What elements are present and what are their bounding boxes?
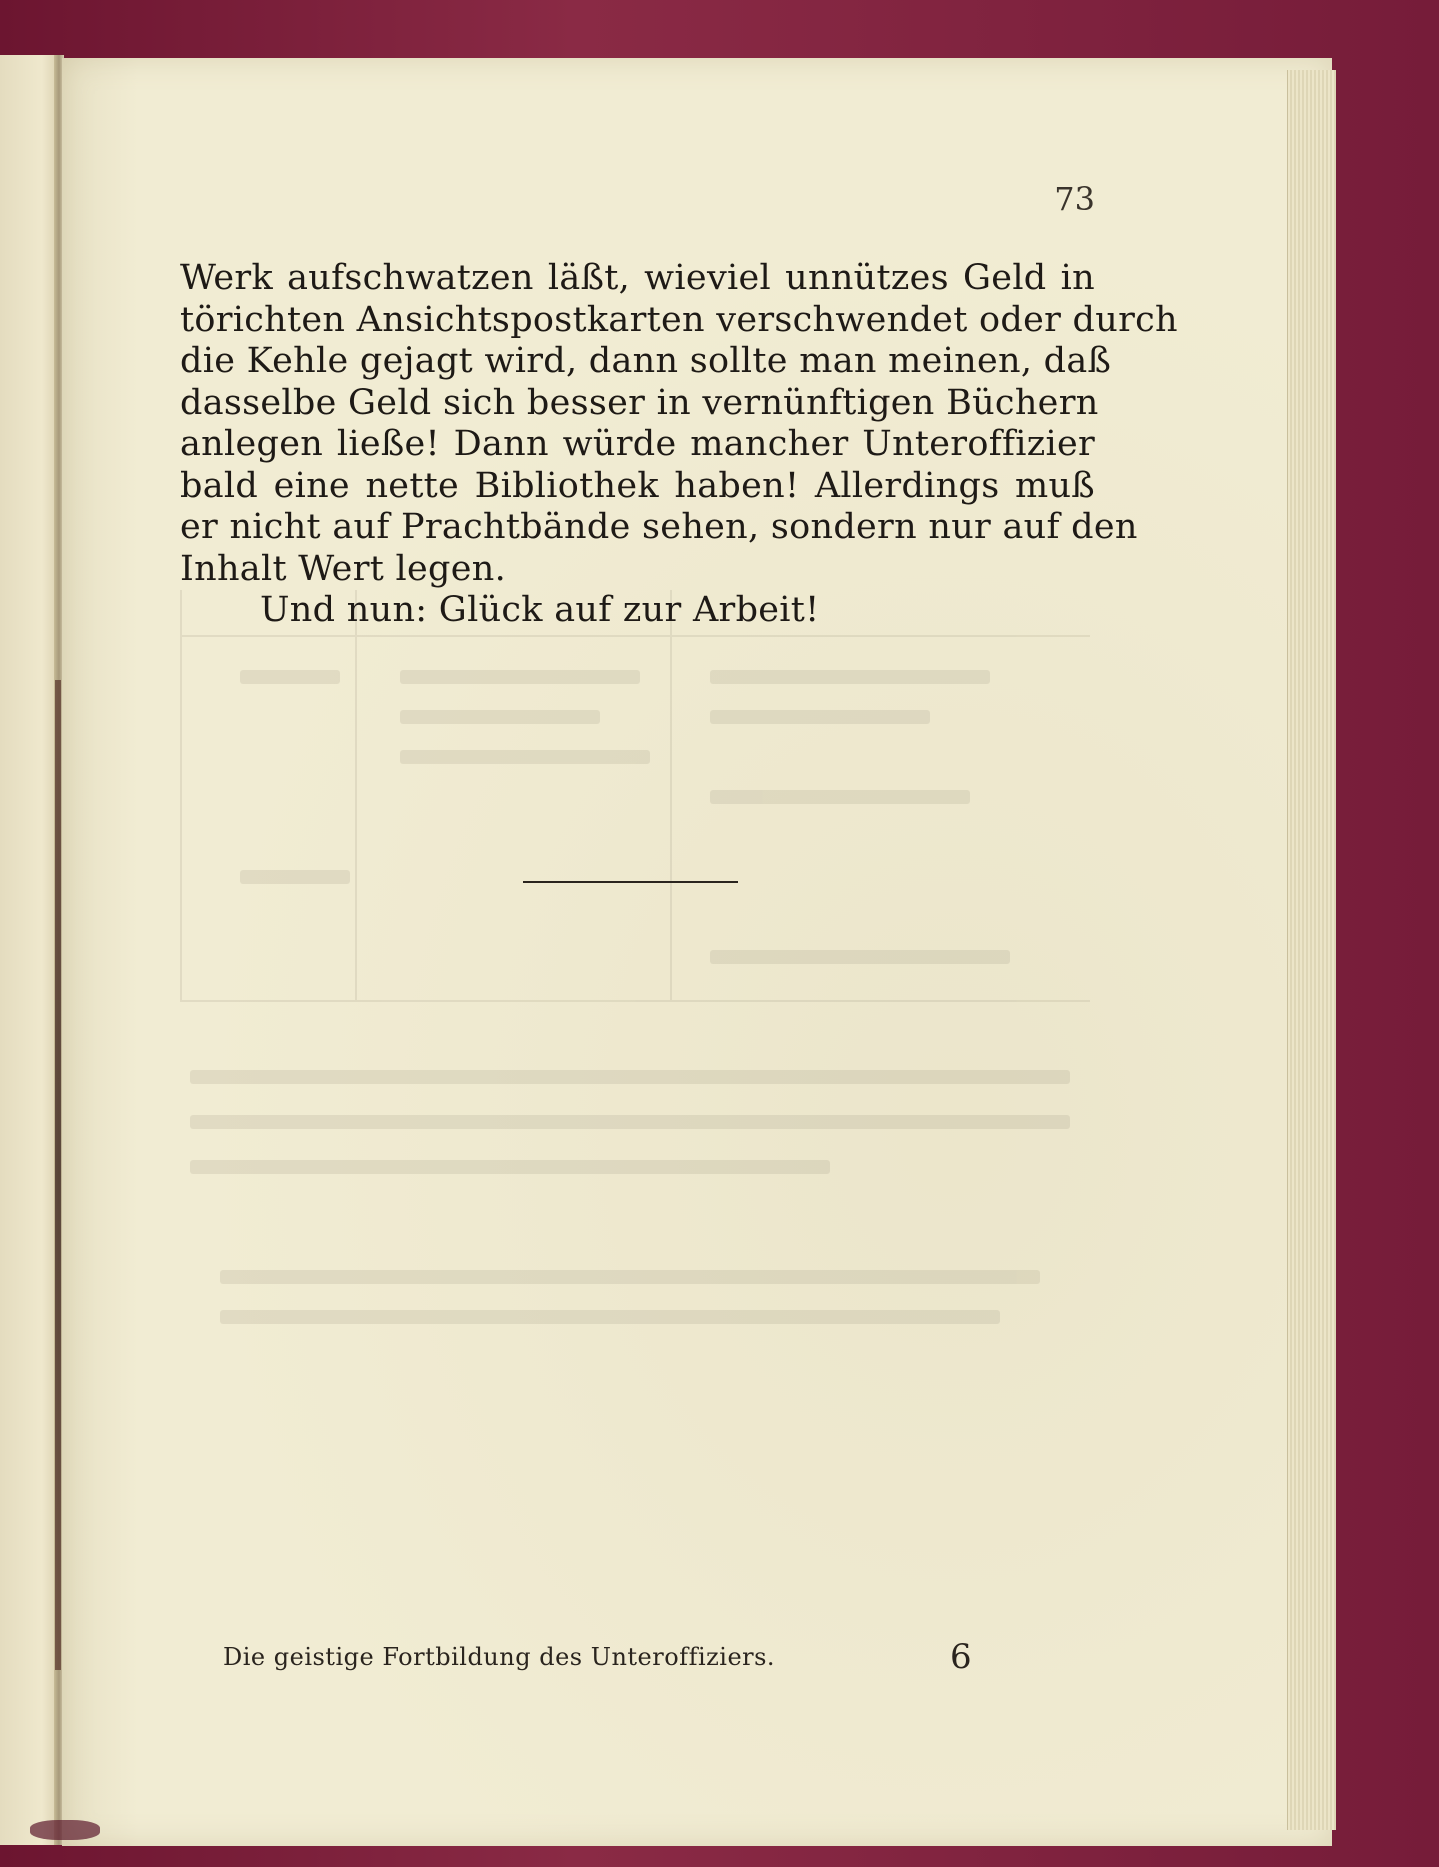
text-line: Inhalt Wert legen. [180, 548, 507, 589]
cover-corner [30, 1820, 100, 1840]
text-line: anlegen ließe! Dann würde mancher Unteroffizier [180, 424, 1095, 464]
bleed-through-reverse-page [180, 590, 1090, 1490]
text-line: dasselbe Geld sich besser in vernünftigen Büchern [180, 382, 1099, 423]
text-line: die Kehle gejagt wird, dann sollte man meinen, daß [180, 341, 1112, 381]
signature-mark: 6 [950, 1637, 972, 1677]
page-number: 73 [1054, 180, 1095, 218]
footer-book-title: Die geistige Fortbildung des Unteroffiziers. [223, 1643, 776, 1671]
gutter-shadow [55, 680, 61, 1670]
text-line: Werk aufschwatzen läßt, wieviel unnützes Geld in [180, 258, 1095, 298]
text-line: törichten Ansichtspostkarten verschwendet oder durch [180, 299, 1178, 340]
body-paragraph [180, 258, 1178, 632]
previous-page-edge [0, 55, 62, 1845]
closing-line: Und nun: Glück auf zur Arbeit! [260, 590, 820, 630]
text-line: er nicht auf Prachtbände sehen, sondern nur auf den [180, 507, 1138, 547]
page-stack-edges [1287, 70, 1336, 1830]
section-divider [523, 881, 738, 883]
text-line: bald eine nette Bibliothek haben! Allerdings muß [180, 465, 1095, 506]
